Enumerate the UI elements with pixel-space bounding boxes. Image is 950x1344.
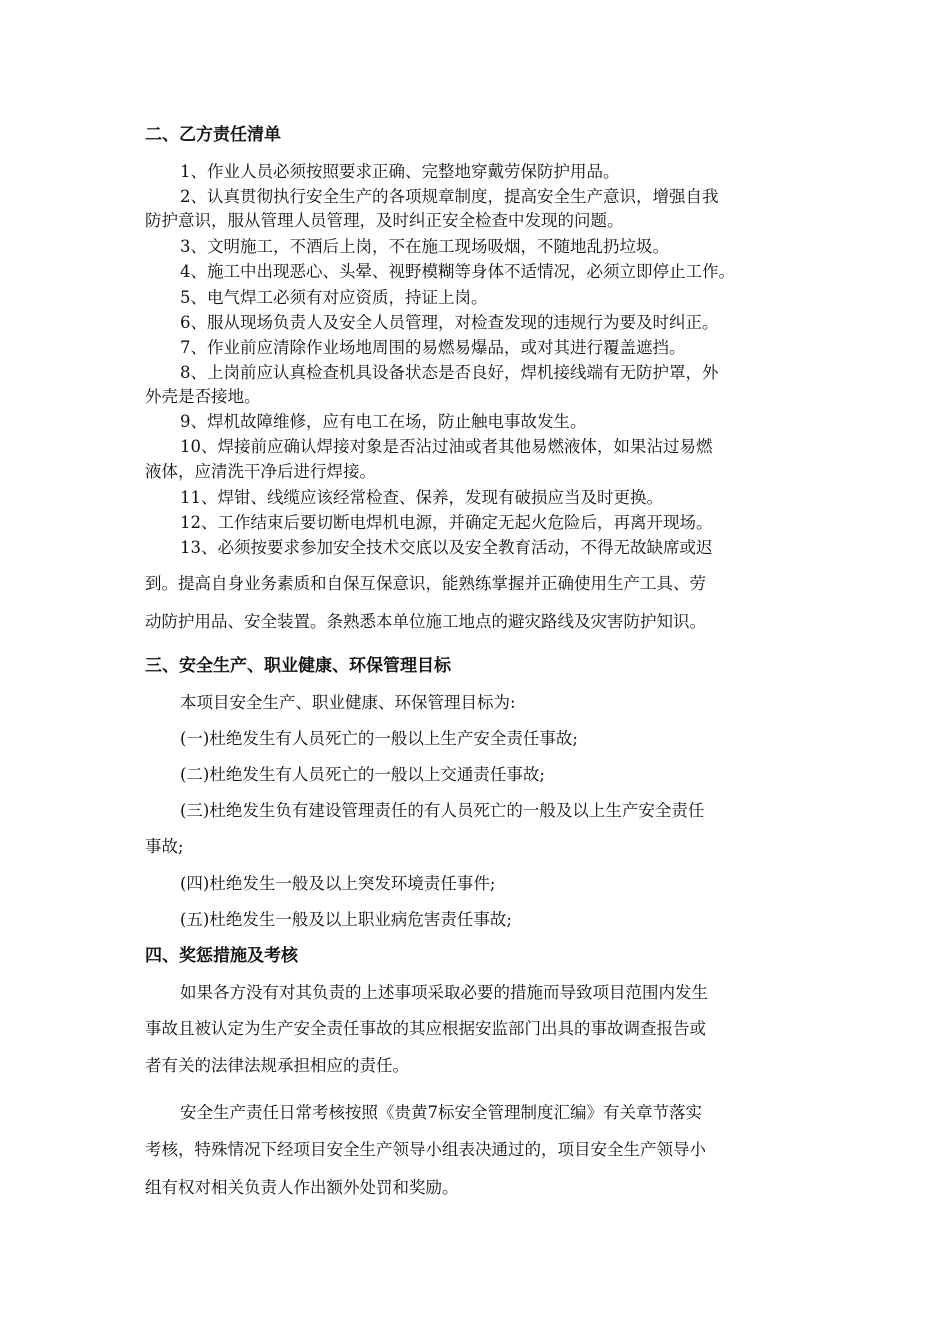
text-line: 事故; — [145, 837, 184, 856]
text-line: 1、作业人员必须按照要求正确、完整地穿戴劳保防护用品。 — [180, 162, 620, 181]
text-line: (三)杜绝发生负有建设管理责任的有人员死亡的一般及以上生产安全责任 — [180, 801, 705, 820]
text-line: 2、认真贯彻执行安全生产的各项规章制度，提高安全生产意识，增强自我 — [180, 187, 719, 206]
text-line: 13、必须按要求参加安全技术交底以及安全教育活动，不得无故缺席或迟 — [180, 538, 713, 557]
text-line: 8、上岗前应认真检查机具设备状态是否良好，焊机接线端有无防护罩，外 — [180, 363, 719, 382]
text-line: (二)杜绝发生有人员死亡的一般以上交通责任事故; — [180, 765, 545, 784]
text-line: 者有关的法律法规承担相应的责任。 — [145, 1056, 409, 1075]
text-line: 事故且被认定为生产安全责任事故的其应根据安监部门出具的事故调查报告或 — [145, 1019, 706, 1038]
text-line: (一)杜绝发生有人员死亡的一般以上生产安全责任事故; — [180, 729, 578, 748]
text-line: 考核，特殊情况下经项目安全生产领导小组表决通过的，项目安全生产领导小 — [145, 1140, 706, 1159]
section-heading-2: 二、乙方责任清单 — [145, 125, 281, 145]
text-line: 如果各方没有对其负责的上述事项采取必要的措施而导致项目范围内发生 — [180, 983, 708, 1002]
text-line: 10、焊接前应确认焊接对象是否沾过油或者其他易燃液体，如果沾过易燃 — [180, 437, 713, 456]
text-line: 7、作业前应清除作业场地周围的易燃易爆品，或对其进行覆盖遮挡。 — [180, 338, 686, 357]
text-line: (四)杜绝发生一般及以上突发环境责任事件; — [180, 874, 496, 893]
text-line: 本项目安全生产、职业健康、环保管理目标为: — [180, 693, 516, 712]
text-line: 11、焊钳、线缆应该经常检查、保养，发现有破损应当及时更换。 — [180, 488, 663, 507]
text-line: 液体，应清洗干净后进行焊接。 — [145, 462, 376, 481]
section-heading-3: 三、安全生产、职业健康、环保管理目标 — [145, 656, 451, 676]
text-line: 5、电气焊工必须有对应资质，持证上岗。 — [180, 288, 488, 307]
text-line: 动防护用品、安全装置。条熟悉本单位施工地点的避灾路线及灾害防护知识。 — [145, 612, 706, 631]
text-line: 组有权对相关负责人作出额外处罚和奖励。 — [145, 1178, 459, 1197]
text-line: 到。提高自身业务素质和自保互保意识，能熟练掌握并正确使用生产工具、劳 — [145, 574, 706, 593]
text-line: (五)杜绝发生一般及以上职业病危害责任事故; — [180, 910, 512, 929]
text-line: 3、文明施工，不酒后上岗，不在施工现场吸烟，不随地乱扔垃圾。 — [180, 237, 669, 256]
text-line: 安全生产责任日常考核按照《贵黄7标安全管理制度汇编》有关章节落实 — [180, 1103, 702, 1122]
text-line: 9、焊机故障维修，应有电工在场，防止触电事故发生。 — [180, 412, 587, 431]
section-heading-4: 四、奖惩措施及考核 — [145, 946, 298, 966]
text-line: 4、施工中出现恶心、头晕、视野模糊等身体不适情况，必须立即停止工作。 — [180, 262, 735, 281]
text-line: 12、工作结束后要切断电焊机电源，并确定无起火危险后，再离开现场。 — [180, 513, 713, 532]
text-line: 外壳是否接地。 — [145, 387, 261, 406]
text-line: 防护意识，服从管理人员管理，及时纠正安全检查中发现的问题。 — [145, 211, 624, 230]
text-line: 6、服从现场负责人及安全人员管理，对检查发现的违规行为要及时纠正。 — [180, 313, 719, 332]
